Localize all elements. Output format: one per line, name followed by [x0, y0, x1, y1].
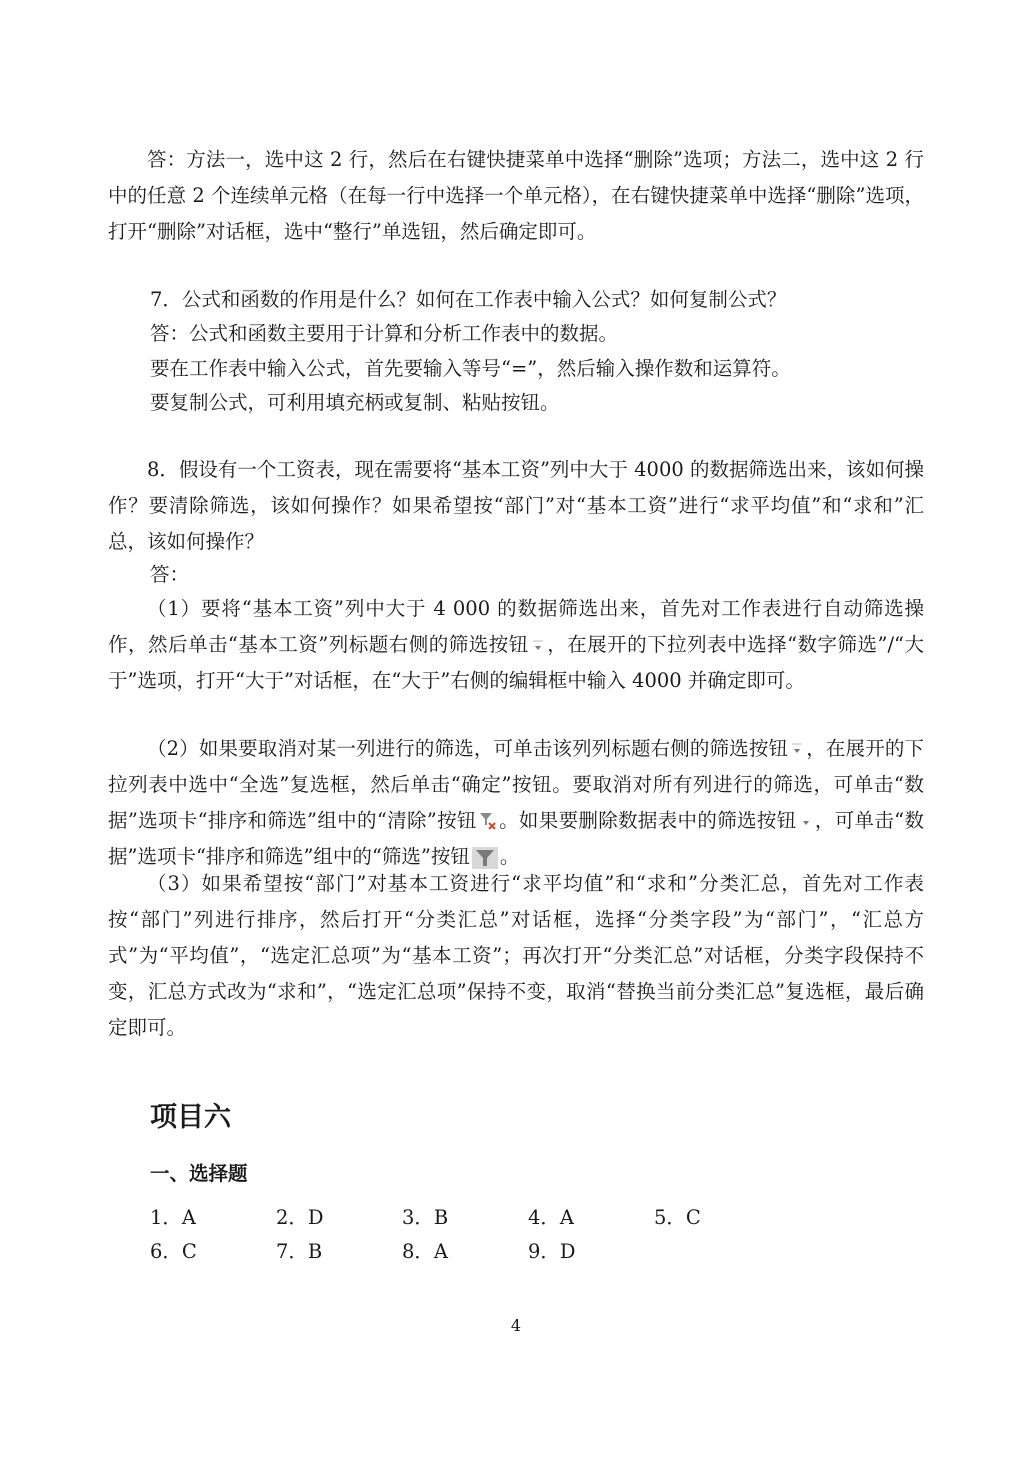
answer-item: 4．A: [528, 1206, 574, 1229]
q8-answer-2: [108, 731, 924, 875]
q7-answer-1: 答：公式和函数主要用于计算和分析工作表中的数据。: [150, 322, 619, 345]
clear-filter-icon: [479, 811, 497, 833]
answer-item: 8．A: [402, 1240, 448, 1263]
filter-dropdown-arrow-icon: [790, 741, 804, 759]
answer-item: 9．D: [528, 1240, 576, 1263]
q8-answer-2-text-e: 。: [499, 845, 520, 868]
q7-question: 7．公式和函数的作用是什么？如何在工作表中输入公式？如何复制公式？: [150, 288, 787, 311]
q8-answer-3: （3）如果希望按“部门”对基本工资进行“求平均值”和“求和”分类汇总，首先对工作表按“部门”列进行排序，然后打开“分类汇总”对话框，选择“分类字段”为“部门”，“汇总方式”为“平均值”，“选定汇总项”为“基本工资”；再次打开“分类汇总”对话框，分类字段保持不变，汇总方式改为“求和”，“选定汇总项”保持不变，取消“替换当前分类汇总”复选框，最后确定即可。: [108, 872, 924, 1039]
answer-item: 3．B: [402, 1206, 449, 1229]
q6-answer: 答：方法一，选中这 2 行，然后在右键快捷菜单中选择“删除”选项；方法二，选中这 2 行中的任意 2 个连续单元格（在每一行中选择一个单元格），在右键快捷菜单中选择“删除”选项，打开“删除”对话框，选中“整行”单选钮，然后确定即可。: [108, 148, 924, 243]
q7-answer-2: 要在工作表中输入公式，首先要输入等号“=”，然后输入操作数和运算符。: [150, 357, 791, 380]
answer-item: 5．C: [654, 1206, 701, 1229]
q8-answer-label: 答：: [150, 563, 190, 586]
q8-answer-2-text-a: （2）如果要取消对某一列进行的筛选，可单击该列列标题右侧的筛选按钮: [147, 737, 789, 760]
q8-question: 8．假设有一个工资表，现在需要将“基本工资”列中大于 4000 的数据筛选出来，该如何操作？要清除筛选，该如何操作？如果希望按“部门”对“基本工资”进行“求平均值”和“求和”汇总，该如何操作？: [108, 458, 924, 553]
q8-answer-2-text-d: ，可单击“数据”选项卡“排序和筛选”组中的“筛选”按钮: [108, 809, 924, 868]
page-number: 4: [510, 1316, 522, 1335]
answer-item: 1．A: [150, 1206, 196, 1229]
q8-answer-2-text-c: 。如果要删除数据表中的筛选按钮: [498, 809, 797, 832]
filter-dropdown-arrow-icon: [531, 637, 545, 655]
answer-item: 6．C: [150, 1240, 197, 1263]
answer-item: 7．B: [276, 1240, 323, 1263]
q8-answer-1-text-a: （1）要将“基本工资”列中大于 4 000 的数据筛选出来，首先对工作表进行自动筛选操作，然后单击“基本工资”列标题右侧的筛选按钮: [108, 597, 924, 656]
answer-item: 2．D: [276, 1206, 324, 1229]
filter-dropdown-arrow-icon: [799, 813, 813, 831]
q8-answer-1-text-b: ，在展开的下拉列表中选择“数字筛选”/“大于”选项，打开“大于”对话框，在“大于”右侧的编辑框中输入 4000 并确定即可。: [108, 633, 924, 692]
section-title: 项目六: [150, 1102, 231, 1133]
q8-answer-2-text-b: ，在展开的下拉列表中选中“全选”复选框，然后单击“确定”按钮。要取消对所有列进行的筛选，可单击“数据”选项卡“排序和筛选”组中的“清除”按钮: [108, 737, 924, 832]
section-subtitle: 一、选择题: [150, 1162, 248, 1185]
q7-answer-3: 要复制公式，可利用填充柄或复制、粘贴按钮。: [150, 391, 560, 414]
q8-answer-1: [108, 591, 924, 699]
